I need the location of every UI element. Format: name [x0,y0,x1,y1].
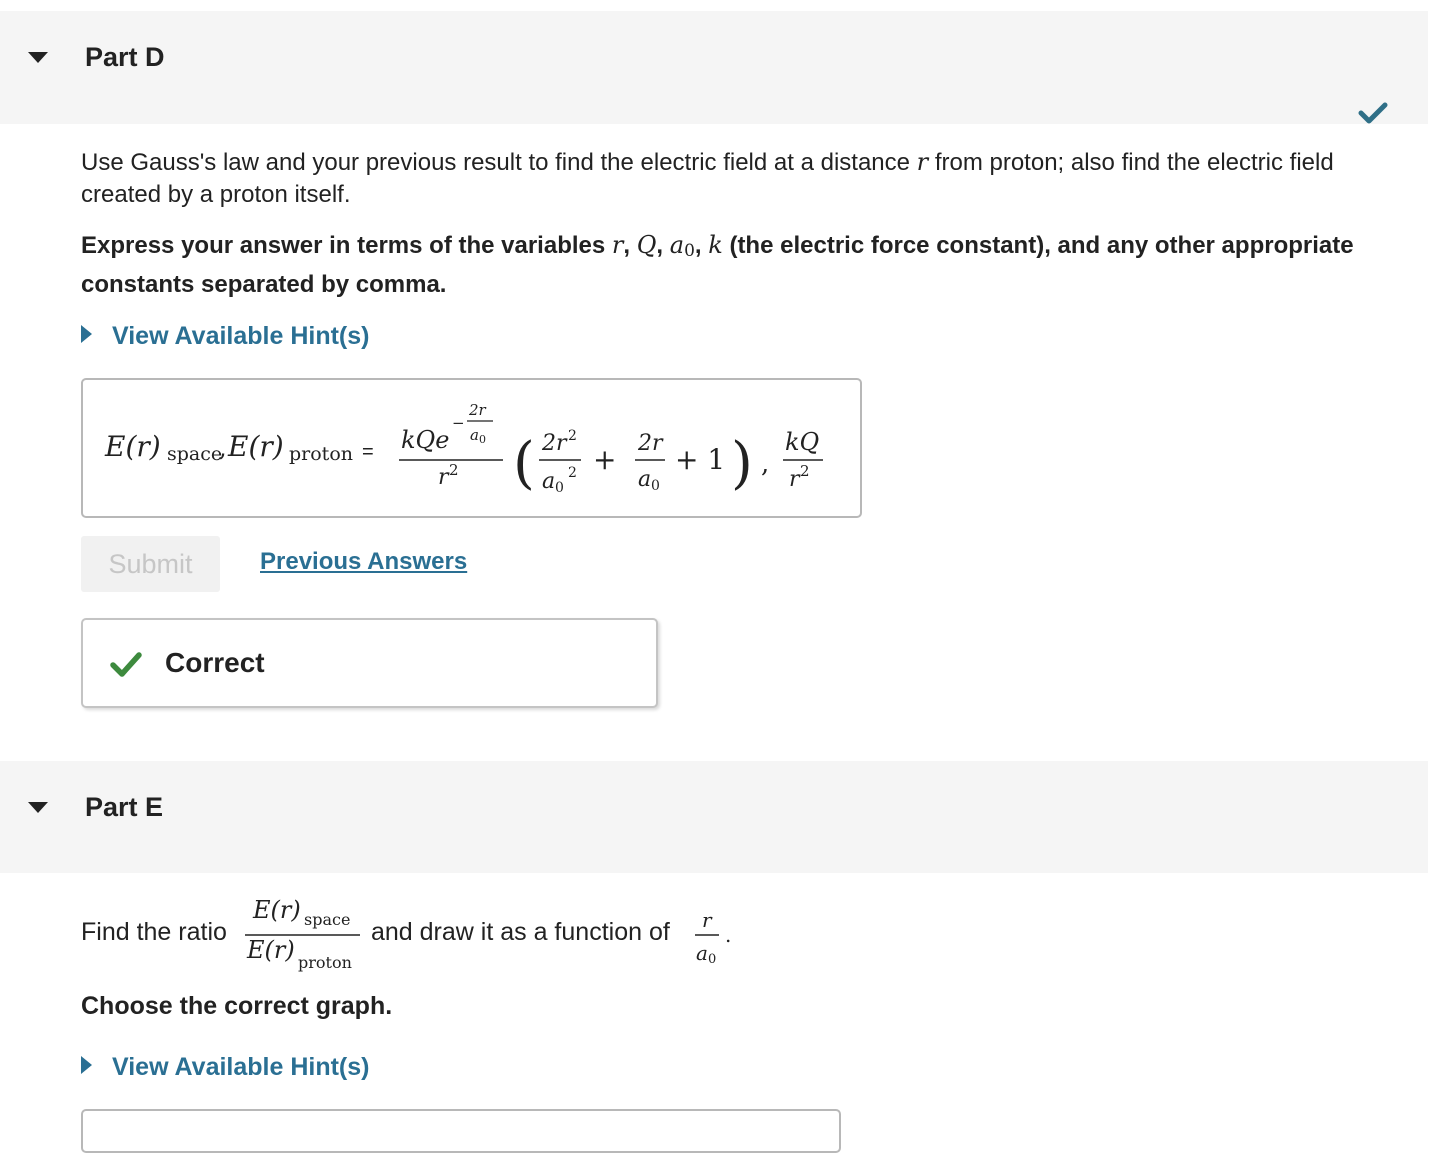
find-prefix: Find the ratio [81,918,227,946]
equals-sign: = [362,441,374,463]
view-hints-link-part-e[interactable] [81,1053,369,1082]
var-a0: a [669,231,685,259]
lhs-sub-space: space [167,443,223,465]
feedback-correct [81,618,658,708]
caret-right-icon [81,1056,92,1074]
lhs-sub-proton: proton [289,443,353,465]
term1-denominator-sup: 2 [568,465,577,481]
term2-denominator: a [638,467,652,492]
period: . [725,923,732,947]
caret-down-icon[interactable] [28,802,48,813]
lhs-E-space: E(r) [105,430,161,463]
var-k: k [708,231,723,259]
frac1-numerator: kQe [401,426,450,454]
ratio-denominator: E(r) [247,936,295,964]
term1-numerator: 2r [542,431,567,456]
term1-numerator-sup: 2 [568,428,577,444]
lhs-E-proton: E(r) [228,430,284,463]
answer-formula [83,380,860,516]
paren-open: ( [513,431,535,496]
caret-right-icon [81,325,92,343]
x-denominator-sub: 0 [708,952,717,967]
part-e-question [81,890,801,980]
plus-one: + 1 [675,443,726,476]
part-d-title: Part D [85,42,165,72]
caret-down-icon[interactable] [28,52,48,63]
part-e-instruction: Choose the correct graph. [81,992,393,1020]
checkmark-icon [1358,101,1388,125]
exp-denominator-sub: 0 [479,433,486,446]
hint-label: View Available Hint(s) [112,1053,370,1081]
part-d-header[interactable] [0,11,1428,124]
separator-comma: , [761,449,770,479]
instruction-suffix: (the electric force constant), and any other appropriate constants separated by comma. [81,232,1354,298]
exp-denominator: a [470,426,479,444]
var-r: r [611,231,624,259]
paren-close: ) [731,431,753,496]
term2-denominator-sub: 0 [651,478,660,494]
find-middle: and draw it as a function of [371,918,670,946]
graph-choices-box[interactable] [81,1109,841,1153]
view-hints-link-part-d[interactable] [81,322,369,351]
part-e-title: Part E [85,792,164,822]
feedback-text: Correct [165,647,265,678]
part-d-question [81,146,1401,211]
x-numerator: r [702,908,712,932]
var-a0-sub: 0 [684,241,695,261]
part-e-header[interactable] [0,761,1428,873]
ratio-numerator-sub: space [304,910,351,929]
term1-denominator: a [542,469,556,494]
ratio-denominator-sub: proton [298,953,352,972]
part-d-instruction: Express your answer in terms of the variables r, Q, a0, k (the electric force constant), and any other appropriate constants separated by comma. [81,231,1354,298]
intro-text-2: from proton; also find the electric field created by a proton itself. [81,149,1334,208]
term1-denominator-sub: 0 [555,480,564,496]
checkmark-icon [110,651,142,677]
frac3-numerator: kQ [785,428,820,456]
frac1-denominator-sup: 2 [449,461,459,479]
x-denominator: a [696,941,708,965]
submit-button[interactable]: Submit [81,536,220,592]
previous-answers-link[interactable]: Previous Answers [260,548,468,575]
lhs-comma: , [219,434,227,462]
instruction-prefix: Express your answer in terms of the variables [81,232,612,259]
r-variable: r [916,148,929,176]
frac1-denominator: r [438,465,449,490]
exp-numerator: 2r [469,401,486,419]
answer-box[interactable] [81,378,862,518]
frac3-denominator-sup: 2 [800,462,810,480]
plus-sign: + [593,443,617,476]
hint-label: View Available Hint(s) [112,322,370,350]
intro-text-1: Use Gauss's law and your previous result to find the electric field at a distance [81,149,917,176]
exp-minus: − [452,414,465,432]
term2-numerator: 2r [638,431,663,456]
ratio-numerator: E(r) [253,896,301,924]
frac3-denominator: r [789,467,800,492]
var-Q: Q [636,231,657,259]
